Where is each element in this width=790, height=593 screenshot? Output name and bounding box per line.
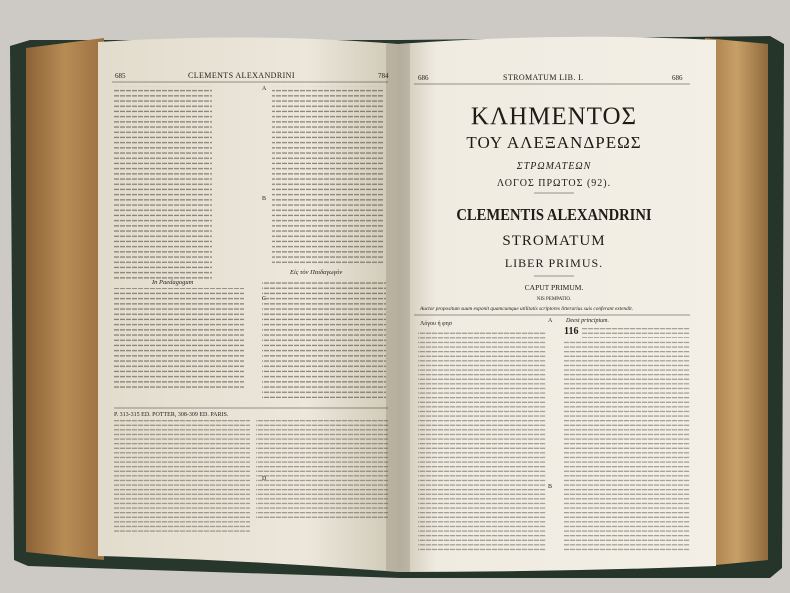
left-footer-line: P. 313-315 ED. POTTER, 308-309 ED. PARIS. xyxy=(114,412,229,418)
latin-title-3: LIBER PRIMUS. xyxy=(504,256,604,270)
right-margin-number: 116 xyxy=(564,326,579,337)
chapter-heading: CAPUT PRIMUM. xyxy=(524,283,584,292)
right-col-b-text xyxy=(582,328,690,338)
chapter-abstract: Auctor propositum suum exponit quamcumque utilitatis scriptores litterarius suis conferant extendit. xyxy=(420,306,634,312)
right-col-b-text-2 xyxy=(564,340,690,552)
latin-title-2: STROMATUM xyxy=(502,233,606,249)
right-margin-letter: A xyxy=(548,318,553,324)
left-page-edge xyxy=(26,38,104,560)
left-col-b-text-2 xyxy=(262,280,386,398)
greek-sub-1: ΣΤΡΩΜΑΤΕΩΝ xyxy=(516,161,592,172)
right-col-a-text xyxy=(418,330,546,552)
gutter-shadow xyxy=(386,44,410,572)
left-margin-letter: A xyxy=(262,86,267,92)
right-col-right-start: Deest principium. xyxy=(566,318,609,324)
right-running-head: STROMATUM LIB. I. xyxy=(503,73,584,82)
left-margin-letter: C xyxy=(262,296,267,302)
right-page-number-right: 686 xyxy=(672,74,683,82)
left-col-a-text-2 xyxy=(114,288,244,390)
left-page-number: 685 xyxy=(115,72,126,80)
right-margin-letter: B xyxy=(548,484,553,490)
chapter-subheading: NIS PEMPATIO. xyxy=(536,297,572,302)
left-col-a-text xyxy=(114,86,212,282)
greek-title-2: ΤΟΥ ΑΛΕΞΑΝΔΡΕΩΣ xyxy=(466,133,642,152)
latin-title-1: CLEMENTIS ALEXANDRINI xyxy=(456,206,652,225)
left-col-b-text xyxy=(272,86,384,264)
left-page-number-right: 784 xyxy=(378,72,389,80)
greek-sub-2: ΛΟΓΟΣ ΠΡΩΤΟΣ (92). xyxy=(496,178,612,189)
greek-title-1: ΚΛΗΜΕΝΤΟΣ xyxy=(470,103,638,130)
left-margin-letter: B xyxy=(262,196,267,202)
right-col-left-start: Λόγου ἡ φησ xyxy=(420,321,452,327)
left-running-head: CLEMENTS ALEXANDRINI xyxy=(188,71,295,80)
left-footnotes-b xyxy=(256,420,388,520)
left-section-mark: Εἰς τὸν Παιδαγωγόν xyxy=(290,269,343,276)
right-page-number: 686 xyxy=(418,74,429,82)
left-footnotes-a xyxy=(114,420,250,532)
left-in-paedagogum: In Paedagogum xyxy=(152,279,194,286)
